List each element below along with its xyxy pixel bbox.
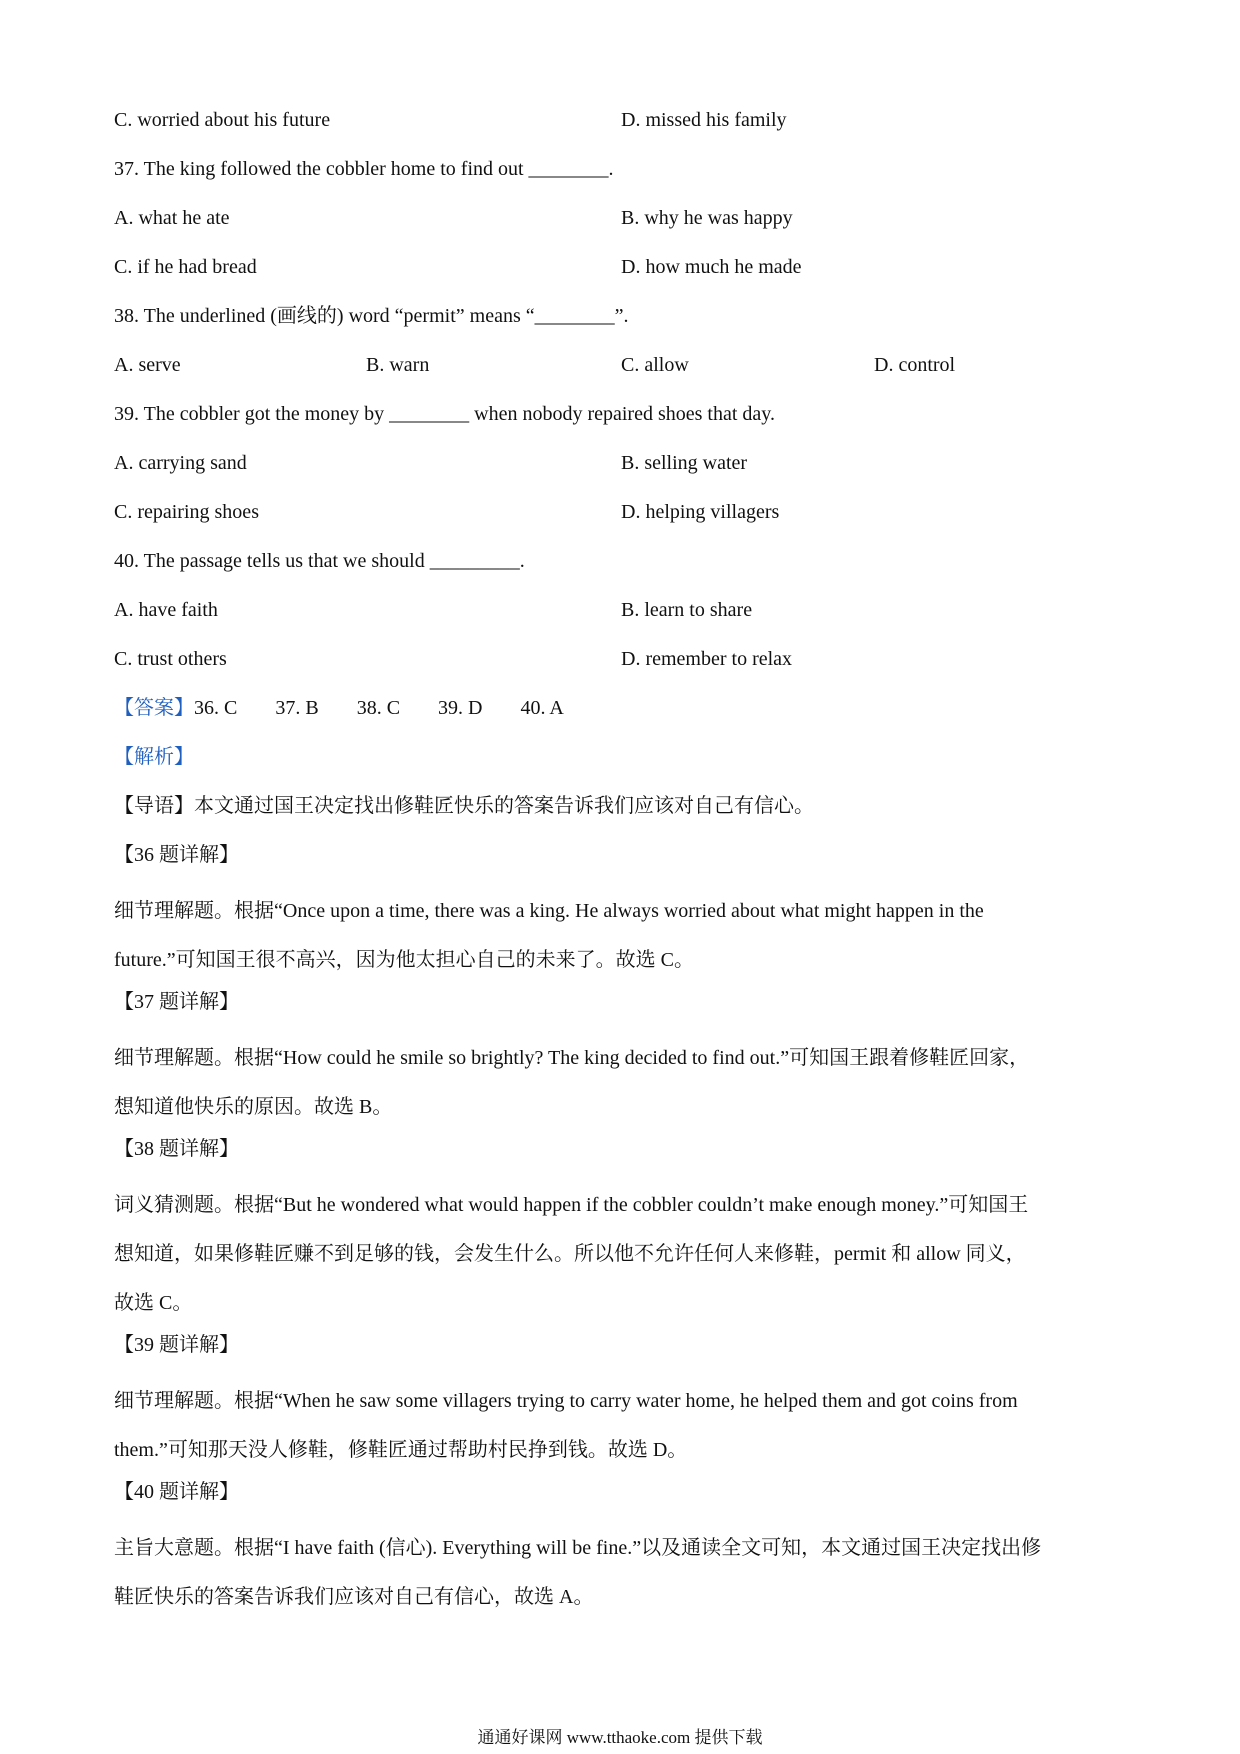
q39-options-cd (114, 495, 1134, 544)
q39-option-b: B. selling water (621, 452, 748, 474)
q40-stem: 40. The passage tells us that we should _________. (114, 550, 525, 572)
detail-line: 细节理解题。根据“Once upon a time, there was a king. He always worried about what might happen in the (114, 900, 984, 922)
q37-option-b: B. why he was happy (621, 207, 793, 229)
detail-line: them.”可知那天没人修鞋，修鞋匠通过帮助村民挣到钱。故选 D。 (114, 1439, 688, 1461)
detail-line: future.”可知国王很不高兴，因为他太担心自己的未来了。故选 C。 (114, 949, 694, 971)
detail-line: 想知道他快乐的原因。故选 B。 (114, 1096, 393, 1118)
answer-item: 37. B (275, 697, 319, 719)
detail-line: 主旨大意题。根据“I have faith (信心). Everything will be fine.”以及通读全文可知，本文通过国王决定找出修 (114, 1537, 1042, 1559)
q37-options-cd (114, 250, 1134, 299)
detail-line: 故选 C。 (114, 1292, 193, 1314)
detail-body-37 (114, 1034, 1134, 1132)
answer-key (114, 691, 1134, 740)
q37-stem: 37. The king followed the cobbler home to find out ________. (114, 158, 614, 180)
q37-option-a: A. what he ate (114, 207, 230, 229)
q40-option-c: C. trust others (114, 648, 227, 670)
detail-body-38 (114, 1181, 1134, 1328)
q36-option-c: C. worried about his future (114, 109, 331, 131)
q40-option-d: D. remember to relax (621, 648, 793, 670)
detail-line: 词义猜测题。根据“But he wondered what would happen if the cobbler couldn’t make enough money.”可知国王 (114, 1194, 1029, 1216)
q38-stem: 38. The underlined (画线的) word “permit” means “________”. (114, 305, 629, 327)
answer-item: 39. D (438, 697, 483, 719)
detail-heading-36: 【36 题详解】 (114, 844, 239, 866)
q37-option-c: C. if he had bread (114, 256, 257, 278)
detail-line: 细节理解题。根据“When he saw some villagers trying to carry water home, he helped them and got coins from (114, 1390, 1018, 1412)
q40-option-b: B. learn to share (621, 599, 753, 621)
guide-text: 【导语】本文通过国王决定找出修鞋匠快乐的答案告诉我们应该对自己有信心。 (114, 795, 814, 817)
detail-body-39 (114, 1377, 1134, 1475)
page-footer: 通通好课网 www.tthaoke.com 提供下载 (477, 1728, 763, 1747)
q40-options-cd (114, 642, 1134, 691)
q39-option-c: C. repairing shoes (114, 501, 259, 523)
q40-option-a: A. have faith (114, 599, 218, 621)
q39-stem: 39. The cobbler got the money by ________ when nobody repaired shoes that day. (114, 403, 775, 425)
page-content (114, 103, 1134, 1622)
q36-options-cd (114, 103, 1134, 152)
q40-options-ab (114, 593, 1134, 642)
detail-line: 想知道，如果修鞋匠赚不到足够的钱，会发生什么。所以他不允许任何人来修鞋，permit 和 allow 同义， (114, 1243, 1026, 1265)
detail-heading-39: 【39 题详解】 (114, 1334, 239, 1356)
q39-option-a: A. carrying sand (114, 452, 247, 474)
q38-option-d: D. control (874, 354, 956, 376)
detail-heading-40: 【40 题详解】 (114, 1481, 239, 1503)
detail-line: 细节理解题。根据“How could he smile so brightly? The king decided to find out.”可知国王跟着修鞋匠回家， (114, 1047, 1030, 1069)
detail-heading-38: 【38 题详解】 (114, 1138, 239, 1160)
analysis-label: 【解析】 (114, 746, 194, 768)
detail-line: 鞋匠快乐的答案告诉我们应该对自己有信心，故选 A。 (114, 1586, 594, 1608)
detail-body-40 (114, 1524, 1134, 1622)
q39-option-d: D. helping villagers (621, 501, 780, 523)
q38-options (114, 348, 1134, 397)
answer-item: 36. C (194, 697, 238, 719)
answer-item: 38. C (356, 697, 401, 719)
detail-body-36 (114, 887, 1134, 985)
q39-options-ab (114, 446, 1134, 495)
answer-label: 【答案】 (114, 697, 194, 719)
q38-option-a: A. serve (114, 354, 181, 376)
q38-option-c: C. allow (621, 354, 689, 376)
detail-heading-37: 【37 题详解】 (114, 991, 239, 1013)
q38-option-b: B. warn (366, 354, 430, 376)
q37-options-ab (114, 201, 1134, 250)
q36-option-d: D. missed his family (621, 109, 787, 131)
q37-option-d: D. how much he made (621, 256, 802, 278)
answer-item: 40. A (520, 697, 564, 719)
